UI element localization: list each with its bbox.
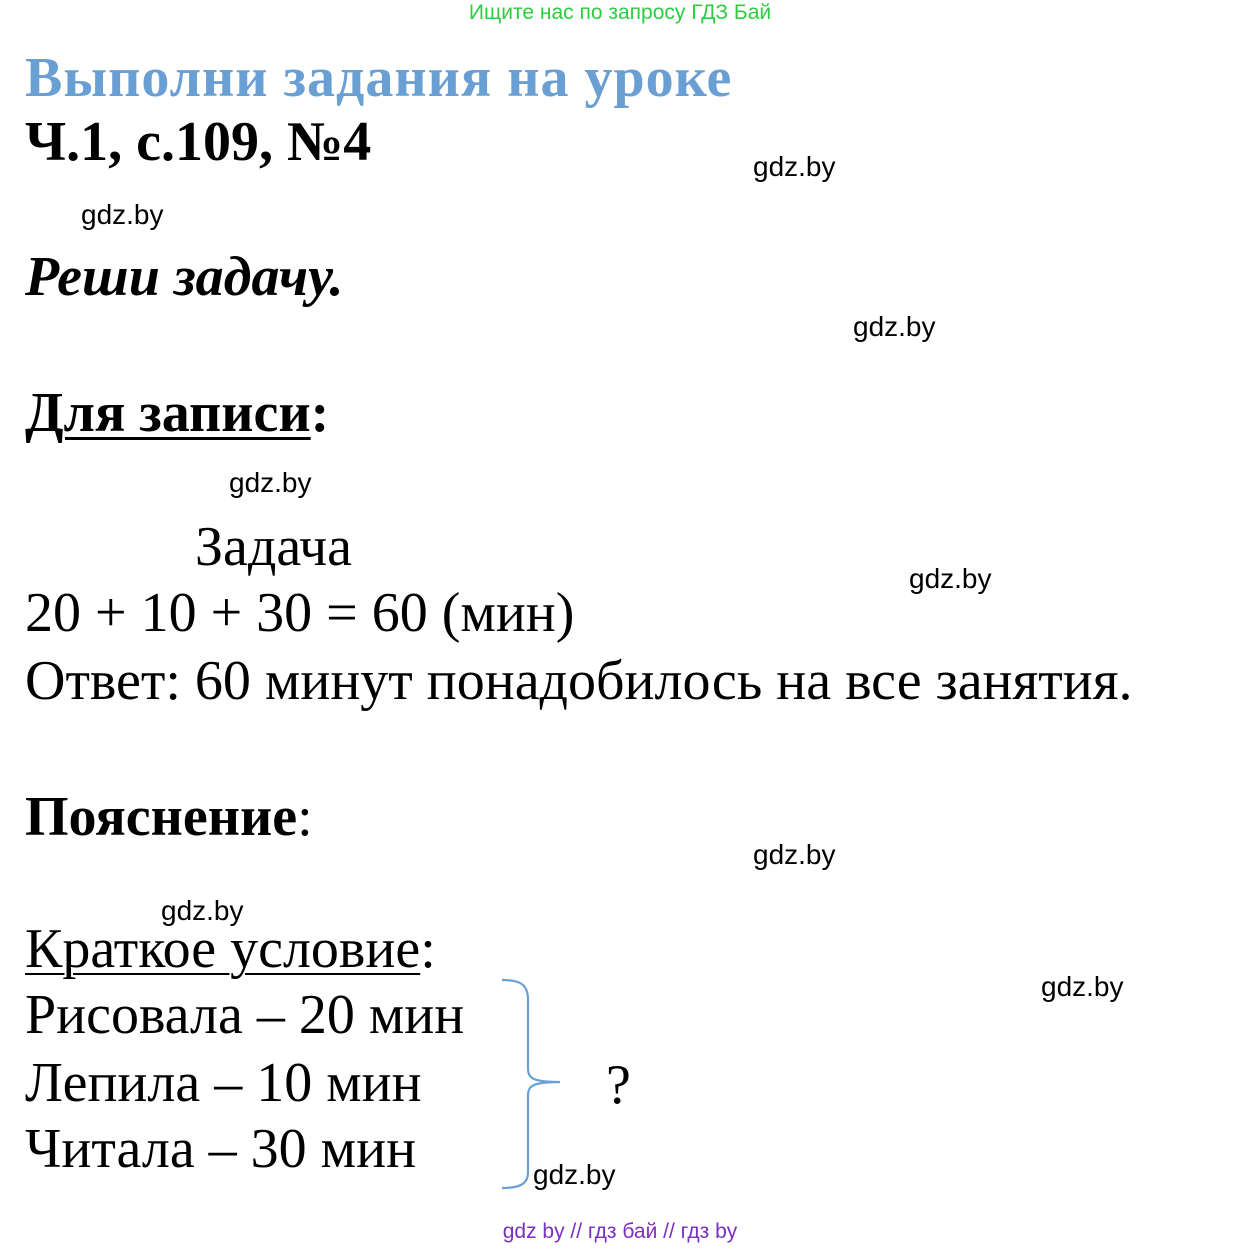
condition-line: Рисовала – 20 мин (25, 984, 465, 1046)
watermark: gdz.by (81, 199, 164, 230)
record-heading-label: Для записи (25, 382, 311, 444)
footer: gdz by // гдз бай // гдз by (502, 1220, 738, 1243)
condition-line: Лепила – 10 мин (25, 1052, 422, 1114)
record-heading-colon: : (310, 382, 330, 444)
solution-expression: 20 + 10 + 30 = 60 (мин) (25, 582, 575, 644)
watermark: gdz.by (853, 311, 936, 342)
watermark: gdz.by (533, 1159, 616, 1190)
watermark: gdz.by (753, 839, 836, 870)
explanation-heading-colon: : (297, 786, 313, 848)
watermark: gdz.by (909, 563, 992, 594)
watermark: gdz.by (229, 467, 312, 498)
instruction: Реши задачу. (25, 246, 344, 308)
explanation-heading (25, 782, 313, 852)
condition-line: Читала – 30 мин (25, 1118, 417, 1180)
short-condition-colon: : (420, 918, 436, 980)
top-banner: Ищите нас по запросу ГДЗ Бай (468, 1, 772, 24)
short-condition-label: Краткое условие (25, 918, 421, 980)
task-reference: Ч.1, с.109, №4 (25, 111, 372, 173)
problem-label: Задача (195, 516, 353, 578)
page-title: Выполни задания на уроке (25, 47, 733, 109)
question-mark: ? (606, 1054, 631, 1116)
watermark: gdz.by (753, 151, 836, 182)
watermark: gdz.by (1041, 971, 1124, 1002)
watermark: gdz.by (161, 895, 244, 926)
explanation-heading-label: Пояснение (25, 786, 298, 848)
answer-text: Ответ: 60 минут понадобилось на все занятия. (25, 650, 1133, 712)
record-heading (25, 378, 329, 448)
